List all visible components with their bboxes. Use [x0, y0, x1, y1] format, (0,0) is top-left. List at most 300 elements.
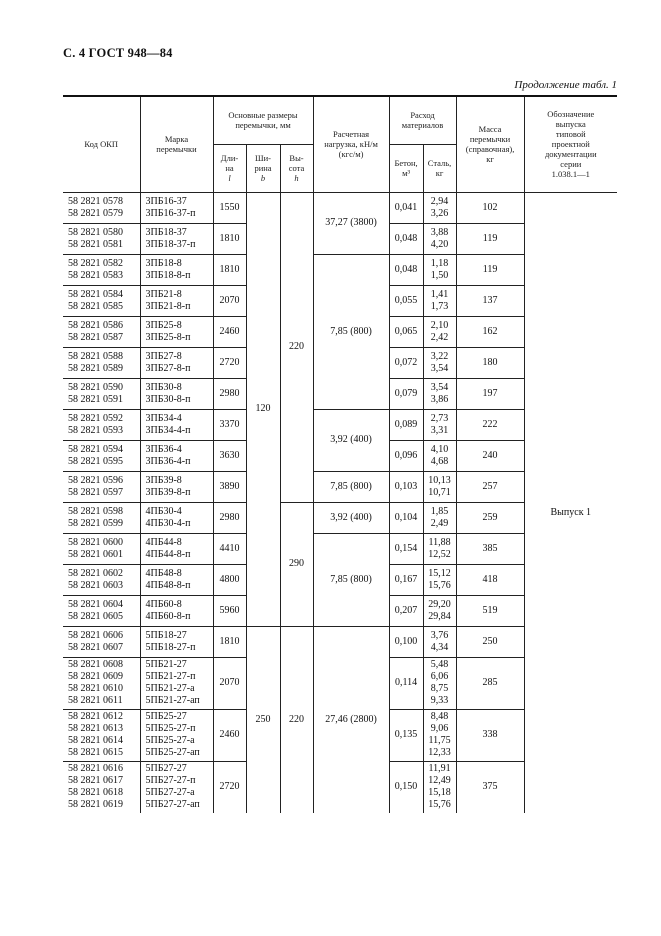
length-cell: [213, 471, 246, 502]
header-consumption: Расход материалов: [389, 96, 456, 144]
cell-line: 4ПБ60-8: [145, 598, 182, 610]
concrete-cell: [389, 440, 423, 471]
cell-line: 58 2821 0583: [68, 269, 123, 281]
mass-cell: [456, 626, 524, 657]
cell-text: 102: [482, 201, 498, 213]
cell-text: 120: [255, 403, 271, 414]
cell-text: 259: [482, 511, 498, 523]
cell-line: 15,12: [428, 567, 451, 579]
cell-line: 4ПБ30-4-п: [145, 517, 191, 529]
cell-line: 1,41: [430, 288, 449, 300]
cell-line: 5ПБ18-27-п: [145, 641, 196, 653]
cell-text: 137: [482, 294, 498, 306]
cell-line: 5ПБ21-27-а: [145, 683, 195, 694]
cell-text: 250: [255, 713, 271, 725]
okp-code-cell: [63, 285, 140, 316]
cell-line: 58 2821 0599: [68, 517, 123, 529]
header-height: Вы- сота h: [280, 144, 313, 192]
cell-line: 4,20: [430, 238, 449, 250]
cell-text: 2460: [219, 325, 240, 337]
cell-line: 58 2821 0613: [68, 723, 123, 734]
cell-text: 0,079: [394, 387, 418, 399]
cell-text: 519: [482, 604, 498, 616]
cell-line: 58 2821 0612: [68, 711, 123, 722]
steel-cell: [423, 471, 456, 502]
cell-line: 58 2821 0598: [68, 505, 123, 517]
cell-text: 3,92 (400): [330, 434, 372, 445]
cell-line: 5ПБ27-27-п: [145, 775, 196, 787]
cell-text: 257: [482, 480, 498, 492]
header-length: Дли- на l: [213, 144, 246, 192]
cell-text: 0,041: [394, 201, 418, 213]
mass-cell: [456, 502, 524, 533]
height-cell: [280, 502, 313, 626]
cell-text: 338: [482, 729, 498, 740]
length-cell: [213, 409, 246, 440]
steel-cell: [423, 533, 456, 564]
concrete-cell: [389, 316, 423, 347]
header-mass: Масса перемычки (справочная), кг: [456, 96, 524, 192]
concrete-cell: [389, 657, 423, 709]
cell-line: 4,68: [430, 455, 449, 467]
cell-line: 58 2821 0615: [68, 747, 123, 758]
load-cell: [313, 254, 389, 409]
okp-code-cell: [63, 502, 140, 533]
cell-line: 3,54: [430, 362, 449, 374]
lintel-mark-cell: [140, 626, 213, 657]
cell-line: 3ПБ18-8-п: [145, 269, 191, 281]
lintel-mark-cell: [140, 761, 213, 813]
length-cell: [213, 502, 246, 533]
lintel-mark-cell: [140, 347, 213, 378]
cell-line: 11,91: [428, 763, 451, 775]
mass-cell: [456, 378, 524, 409]
cell-line: 6,06: [430, 671, 449, 682]
cell-text: Выпуск 1: [550, 506, 592, 518]
cell-line: 58 2821 0581: [68, 238, 123, 250]
cell-text: 162: [482, 325, 498, 337]
cell-line: 58 2821 0585: [68, 300, 123, 312]
cell-line: 3ПБ39-8: [145, 474, 182, 486]
cell-line: 1,18: [430, 257, 449, 269]
length-cell: [213, 316, 246, 347]
height-cell: [280, 192, 313, 502]
concrete-cell: [389, 709, 423, 761]
cell-line: 3ПБ25-8-п: [145, 331, 191, 343]
lintel-mark-cell: [140, 409, 213, 440]
length-cell: [213, 533, 246, 564]
page-header: С. 4 ГОСТ 948—84: [63, 46, 173, 60]
cell-line: 58 2821 0604: [68, 598, 123, 610]
mass-cell: [456, 409, 524, 440]
cell-line: 29,84: [428, 610, 451, 622]
cell-line: 3,54: [430, 381, 449, 393]
cell-text: 0,089: [394, 418, 418, 430]
cell-line: 4,34: [430, 641, 449, 653]
cell-text: 0,150: [394, 781, 418, 793]
length-cell: [213, 254, 246, 285]
cell-text: 0,135: [394, 729, 418, 740]
cell-line: 3,86: [430, 393, 449, 405]
length-cell: [213, 564, 246, 595]
cell-text: 2720: [219, 356, 240, 368]
length-cell: [213, 709, 246, 761]
concrete-cell: [389, 502, 423, 533]
cell-text: 0,154: [394, 542, 418, 554]
cell-line: 58 2821 0605: [68, 610, 123, 622]
cell-line: 1,85: [430, 505, 449, 517]
cell-line: 3ПБ27-8: [145, 350, 182, 362]
cell-line: 15,76: [428, 579, 451, 591]
cell-text: 0,072: [394, 356, 418, 368]
length-cell: [213, 347, 246, 378]
cell-line: 4ПБ30-4: [145, 505, 182, 517]
mass-cell: [456, 709, 524, 761]
cell-line: 58 2821 0592: [68, 412, 123, 424]
cell-text: 7,85 (800): [330, 573, 372, 585]
mass-cell: [456, 192, 524, 223]
header-code: Код ОКП: [63, 96, 140, 192]
cell-text: 4800: [219, 573, 240, 585]
cell-line: 12,49: [428, 775, 451, 787]
cell-text: 7,85 (800): [330, 480, 372, 492]
cell-line: 3,88: [430, 226, 449, 238]
load-cell: [313, 409, 389, 471]
cell-line: 3ПБ34-4-п: [145, 424, 191, 436]
cell-text: 180: [482, 356, 498, 368]
okp-code-cell: [63, 709, 140, 761]
cell-line: 58 2821 0580: [68, 226, 123, 238]
cell-text: 0,114: [394, 677, 418, 688]
steel-cell: [423, 378, 456, 409]
cell-line: 3ПБ18-8: [145, 257, 182, 269]
mass-cell: [456, 657, 524, 709]
load-cell: [313, 502, 389, 533]
mass-cell: [456, 347, 524, 378]
header-concrete: Бетон, м³: [389, 144, 423, 192]
width-cell: [246, 192, 280, 626]
steel-cell: [423, 564, 456, 595]
cell-text: 2070: [219, 677, 240, 688]
cell-line: 8,48: [430, 711, 449, 722]
cell-line: 3ПБ16-37-п: [145, 207, 196, 219]
cell-line: 5ПБ21-27: [145, 659, 187, 670]
cell-text: 1810: [219, 263, 240, 275]
mass-cell: [456, 223, 524, 254]
okp-code-cell: [63, 192, 140, 223]
cell-line: 4ПБ48-8-п: [145, 579, 191, 591]
cell-line: 29,20: [428, 598, 451, 610]
cell-text: 2460: [219, 729, 240, 740]
cell-line: 5ПБ27-27-ап: [145, 799, 200, 811]
cell-line: 10,13: [428, 474, 451, 486]
steel-cell: [423, 595, 456, 626]
cell-text: 37,27 (3800): [325, 217, 377, 228]
cell-line: 58 2821 0606: [68, 629, 123, 641]
steel-cell: [423, 657, 456, 709]
concrete-cell: [389, 761, 423, 813]
cell-line: 12,52: [428, 548, 451, 560]
cell-line: 10,71: [428, 486, 451, 498]
cell-text: 119: [482, 263, 498, 275]
mass-cell: [456, 316, 524, 347]
cell-text: 2980: [219, 511, 240, 523]
lintel-mark-cell: [140, 285, 213, 316]
cell-text: 27,46 (2800): [325, 713, 377, 725]
cell-line: 3ПБ18-37-п: [145, 238, 196, 250]
mass-cell: [456, 761, 524, 813]
cell-line: 4ПБ48-8: [145, 567, 182, 579]
length-cell: [213, 657, 246, 709]
cell-text: 250: [482, 635, 498, 647]
cell-line: 58 2821 0578: [68, 195, 123, 207]
lintel-mark-cell: [140, 223, 213, 254]
cell-text: 2720: [219, 781, 240, 793]
lintel-mark-cell: [140, 440, 213, 471]
length-cell: [213, 595, 246, 626]
mass-cell: [456, 564, 524, 595]
header-width: Ши- рина b: [246, 144, 280, 192]
lintel-mark-cell: [140, 254, 213, 285]
mass-cell: [456, 254, 524, 285]
width-cell: [246, 626, 280, 813]
cell-line: 58 2821 0602: [68, 567, 123, 579]
okp-code-cell: [63, 564, 140, 595]
okp-code-cell: [63, 761, 140, 813]
cell-text: 3370: [219, 418, 240, 430]
cell-line: 58 2821 0590: [68, 381, 123, 393]
length-cell: [213, 761, 246, 813]
cell-text: 240: [482, 449, 498, 461]
concrete-cell: [389, 564, 423, 595]
cell-line: 3ПБ30-8-п: [145, 393, 191, 405]
cell-line: 58 2821 0596: [68, 474, 123, 486]
cell-line: 11,88: [428, 536, 451, 548]
header-load: Расчетная нагрузка, кН/м (кгс/м): [313, 96, 389, 192]
cell-line: 5ПБ27-27-а: [145, 787, 195, 799]
cell-text: 4410: [219, 542, 240, 554]
cell-text: 7,85 (800): [330, 325, 372, 337]
concrete-cell: [389, 285, 423, 316]
steel-cell: [423, 502, 456, 533]
steel-cell: [423, 223, 456, 254]
cell-line: 3ПБ27-8-п: [145, 362, 191, 374]
lintel-mark-cell: [140, 657, 213, 709]
concrete-cell: [389, 533, 423, 564]
cell-text: 1810: [219, 635, 240, 647]
cell-line: 58 2821 0611: [68, 695, 123, 706]
mass-cell: [456, 440, 524, 471]
cell-text: 220: [289, 713, 305, 725]
load-cell: [313, 626, 389, 813]
cell-text: 1550: [219, 201, 240, 213]
cell-line: 1,50: [430, 269, 449, 281]
concrete-cell: [389, 626, 423, 657]
steel-cell: [423, 285, 456, 316]
cell-line: 4ПБ60-8-п: [145, 610, 191, 622]
length-cell: [213, 192, 246, 223]
cell-line: 5ПБ21-27-ап: [145, 695, 200, 706]
cell-line: 58 2821 0600: [68, 536, 123, 548]
steel-cell: [423, 440, 456, 471]
cell-text: 119: [482, 232, 498, 244]
okp-code-cell: [63, 409, 140, 440]
cell-text: 285: [482, 677, 498, 688]
cell-text: 222: [482, 418, 498, 430]
cell-text: 197: [482, 387, 498, 399]
cell-line: 58 2821 0587: [68, 331, 123, 343]
concrete-cell: [389, 471, 423, 502]
cell-line: 9,06: [430, 723, 449, 734]
cell-line: 58 2821 0619: [68, 799, 123, 811]
table-continuation-note: Продолжение табл. 1: [514, 79, 617, 91]
concrete-cell: [389, 378, 423, 409]
cell-text: 0,048: [394, 232, 418, 244]
okp-code-cell: [63, 440, 140, 471]
cell-text: 0,065: [394, 325, 418, 337]
cell-text: 385: [482, 542, 498, 554]
cell-line: 58 2821 0589: [68, 362, 123, 374]
cell-text: 0,096: [394, 449, 418, 461]
load-cell: [313, 192, 389, 254]
steel-cell: [423, 316, 456, 347]
steel-cell: [423, 192, 456, 223]
lintel-mark-cell: [140, 378, 213, 409]
cell-line: 58 2821 0614: [68, 735, 123, 746]
cell-line: 12,33: [428, 747, 451, 758]
steel-cell: [423, 709, 456, 761]
cell-text: 0,103: [394, 480, 418, 492]
cell-line: 58 2821 0617: [68, 775, 123, 787]
cell-line: 3ПБ25-8: [145, 319, 182, 331]
cell-line: 15,18: [428, 787, 451, 799]
mass-cell: [456, 595, 524, 626]
okp-code-cell: [63, 471, 140, 502]
cell-line: 4ПБ44-8: [145, 536, 182, 548]
concrete-cell: [389, 595, 423, 626]
lintel-mark-cell: [140, 316, 213, 347]
lintel-mark-cell: [140, 709, 213, 761]
cell-text: 2980: [219, 387, 240, 399]
cell-line: 3,76: [430, 629, 449, 641]
cell-text: 0,100: [394, 635, 418, 647]
mass-cell: [456, 285, 524, 316]
cell-line: 5ПБ21-27-п: [145, 671, 196, 682]
cell-text: 0,048: [394, 263, 418, 275]
cell-text: 0,055: [394, 294, 418, 306]
okp-code-cell: [63, 378, 140, 409]
cell-line: 5ПБ25-27-п: [145, 723, 196, 734]
cell-line: 5ПБ18-27: [145, 629, 187, 641]
designation-cell: [524, 192, 617, 813]
cell-text: 3,92 (400): [330, 511, 372, 523]
cell-line: 58 2821 0579: [68, 207, 123, 219]
length-cell: [213, 626, 246, 657]
cell-line: 3,31: [430, 424, 449, 436]
cell-line: 58 2821 0608: [68, 659, 123, 670]
cell-line: 58 2821 0586: [68, 319, 123, 331]
cell-line: 58 2821 0588: [68, 350, 123, 362]
cell-line: 58 2821 0594: [68, 443, 123, 455]
cell-text: 1810: [219, 232, 240, 244]
okp-code-cell: [63, 316, 140, 347]
cell-line: 4ПБ44-8-п: [145, 548, 191, 560]
cell-line: 11,75: [428, 735, 451, 746]
cell-text: 418: [482, 573, 498, 585]
cell-line: 58 2821 0584: [68, 288, 123, 300]
cell-line: 2,42: [430, 331, 449, 343]
table-body: [63, 192, 617, 813]
concrete-cell: [389, 223, 423, 254]
cell-line: 58 2821 0582: [68, 257, 123, 269]
cell-line: 15,76: [428, 799, 451, 811]
cell-line: 3ПБ30-8: [145, 381, 182, 393]
cell-line: 5,48: [430, 659, 449, 670]
lintel-mark-cell: [140, 502, 213, 533]
height-cell: [280, 626, 313, 813]
okp-code-cell: [63, 347, 140, 378]
concrete-cell: [389, 409, 423, 440]
cell-text: 3630: [219, 449, 240, 461]
length-cell: [213, 378, 246, 409]
lintel-mark-cell: [140, 533, 213, 564]
cell-line: 58 2821 0603: [68, 579, 123, 591]
cell-text: 290: [289, 558, 305, 569]
lintel-spec-table: [63, 95, 617, 813]
cell-text: 5960: [219, 604, 240, 616]
okp-code-cell: [63, 626, 140, 657]
cell-line: 3ПБ36-4: [145, 443, 182, 455]
cell-line: 3,26: [430, 207, 449, 219]
mass-cell: [456, 533, 524, 564]
lintel-mark-cell: [140, 471, 213, 502]
cell-text: 0,207: [394, 604, 418, 616]
cell-line: 58 2821 0610: [68, 683, 123, 694]
cell-line: 58 2821 0607: [68, 641, 123, 653]
okp-code-cell: [63, 595, 140, 626]
cell-line: 3ПБ39-8-п: [145, 486, 191, 498]
concrete-cell: [389, 192, 423, 223]
okp-code-cell: [63, 254, 140, 285]
cell-line: 2,94: [430, 195, 449, 207]
cell-text: 2070: [219, 294, 240, 306]
cell-text: 375: [482, 781, 498, 793]
load-cell: [313, 471, 389, 502]
cell-line: 3,22: [430, 350, 449, 362]
cell-line: 9,33: [430, 695, 449, 706]
cell-line: 3ПБ16-37: [145, 195, 187, 207]
cell-text: 0,167: [394, 573, 418, 585]
steel-cell: [423, 761, 456, 813]
mass-cell: [456, 471, 524, 502]
cell-line: 3ПБ36-4-п: [145, 455, 191, 467]
cell-line: 2,49: [430, 517, 449, 529]
cell-line: 58 2821 0595: [68, 455, 123, 467]
header-dimensions: Основные размеры перемычки, мм: [213, 96, 313, 144]
cell-line: 5ПБ27-27: [145, 763, 187, 775]
cell-line: 58 2821 0616: [68, 763, 123, 775]
length-cell: [213, 223, 246, 254]
concrete-cell: [389, 347, 423, 378]
cell-line: 58 2821 0609: [68, 671, 123, 682]
lintel-mark-cell: [140, 564, 213, 595]
okp-code-cell: [63, 657, 140, 709]
table-header: [63, 96, 617, 192]
lintel-mark-cell: [140, 595, 213, 626]
cell-line: 5ПБ25-27-а: [145, 735, 195, 746]
cell-line: 58 2821 0601: [68, 548, 123, 560]
cell-line: 58 2821 0597: [68, 486, 123, 498]
